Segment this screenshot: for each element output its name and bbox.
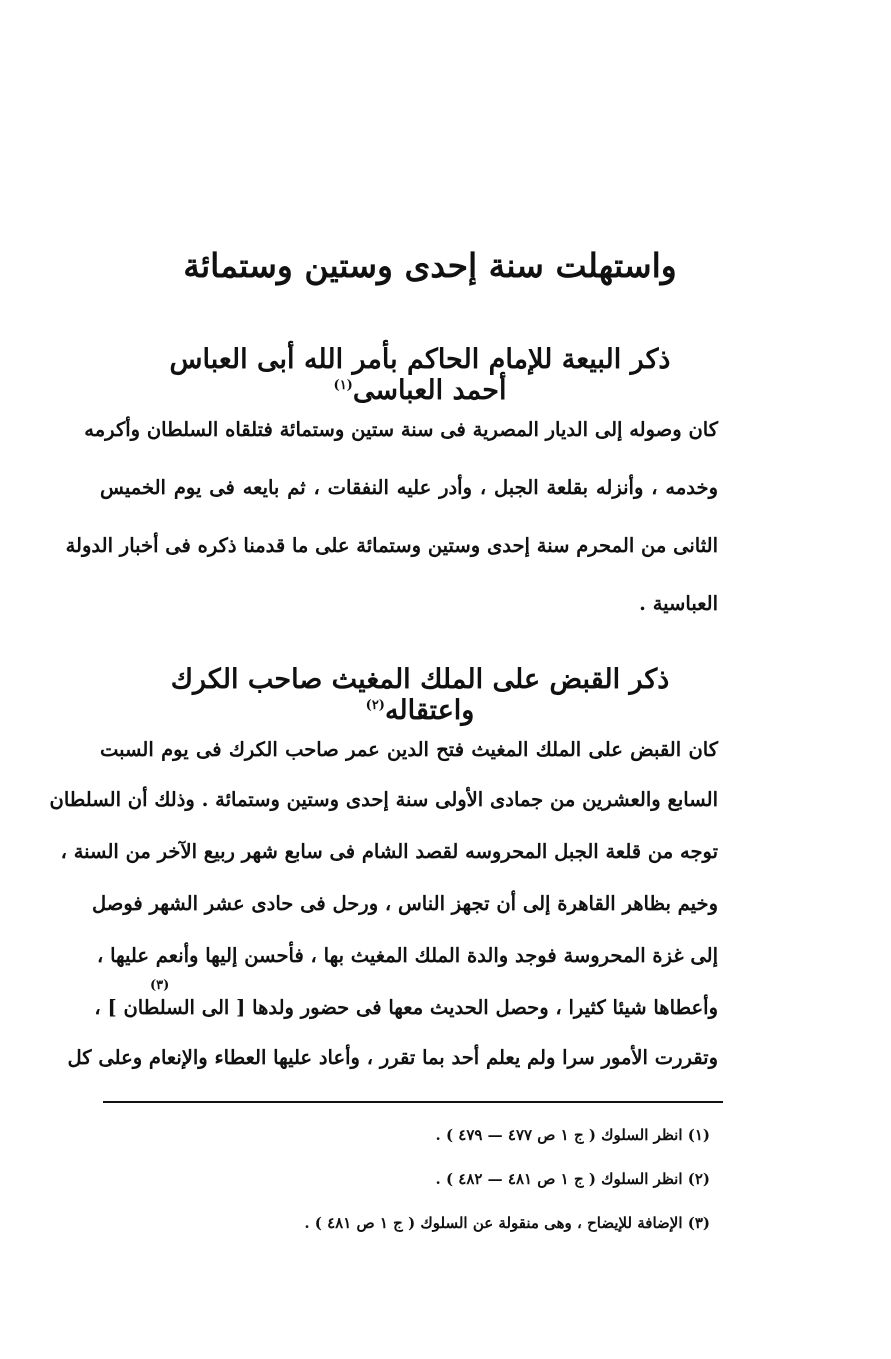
paragraph-1-line-4: العباسية . bbox=[639, 592, 718, 615]
paragraph-1-line-3: الثانى من المحرم سنة إحدى وستين وستمائة على ما قدمنا ذكره فى أخبار الدولة bbox=[65, 534, 718, 557]
paragraph-2-line-5: إلى غزة المحروسة فوجد والدة الملك المغيث بها ، فأحسن إليها وأنعم عليها ، bbox=[97, 944, 718, 967]
paragraph-2-line-7: وتقررت الأمور سرا ولم يعلم أحد بما تقرر ، وأعاد عليها العطاء والإنعام وعلى كل bbox=[67, 1046, 718, 1069]
paragraph-2-line-3: توجه من قلعة الجبل المحروسه لقصد الشام فى سابع شهر ربيع الآخر من السنة ، bbox=[60, 840, 718, 863]
footnote-divider bbox=[103, 1101, 723, 1103]
section-heading-2-text: ذكر القبض على الملك المغيث صاحب الكرك واعتقاله bbox=[170, 664, 670, 726]
section-heading-1-text: ذكر البيعة للإمام الحاكم بأمر الله أبى العباس أحمد العباسى bbox=[169, 344, 671, 406]
footnote-ref-3: (٣) bbox=[150, 978, 170, 993]
paragraph-2-line-4: وخيم بظاهر القاهرة إلى أن تجهز الناس ، ورحل فى حادى عشر الشهر فوصل bbox=[92, 892, 718, 915]
footnote-2: (٢) انظر السلوك ( ج ١ ص ٤٨١ — ٤٨٢ ) . bbox=[435, 1170, 710, 1188]
footnote-3: (٣) الإضافة للإيضاح ، وهى منقولة عن السلوك ( ج ١ ص ٤٨١ ) . bbox=[304, 1214, 710, 1232]
footnote-1: (١) انظر السلوك ( ج ١ ص ٤٧٧ — ٤٧٩ ) . bbox=[435, 1126, 710, 1144]
paragraph-2-line-6: وأعطاها شيئا كثيرا ، وحصل الحديث معها فى حضور ولدها [ الى السلطان ] ، bbox=[94, 996, 718, 1019]
paragraph-1-line-1: كان وصوله إلى الديار المصرية فى سنة ستين وستمائة فتلقاه السلطان وأكرمه bbox=[84, 418, 718, 441]
paragraph-2-line-2: السابع والعشرين من جمادى الأولى سنة إحدى وستين وستمائة . وذلك أن السلطان bbox=[49, 788, 718, 811]
paragraph-1-line-2: وخدمه ، وأنزله بقلعة الجبل ، وأدر عليه النفقات ، ثم بايعه فى يوم الخميس bbox=[100, 476, 718, 499]
paragraph-2-line-1: كان القبض على الملك المغيث فتح الدين عمر صاحب الكرك فى يوم السبت bbox=[100, 738, 718, 761]
section-heading-2 bbox=[140, 664, 700, 726]
section-heading-1 bbox=[140, 344, 700, 406]
footnote-ref-2: (٢) bbox=[365, 698, 385, 713]
page-title: واستهلت سنة إحدى وستين وستمائة bbox=[183, 246, 677, 285]
footnote-ref-1: (١) bbox=[333, 378, 353, 393]
